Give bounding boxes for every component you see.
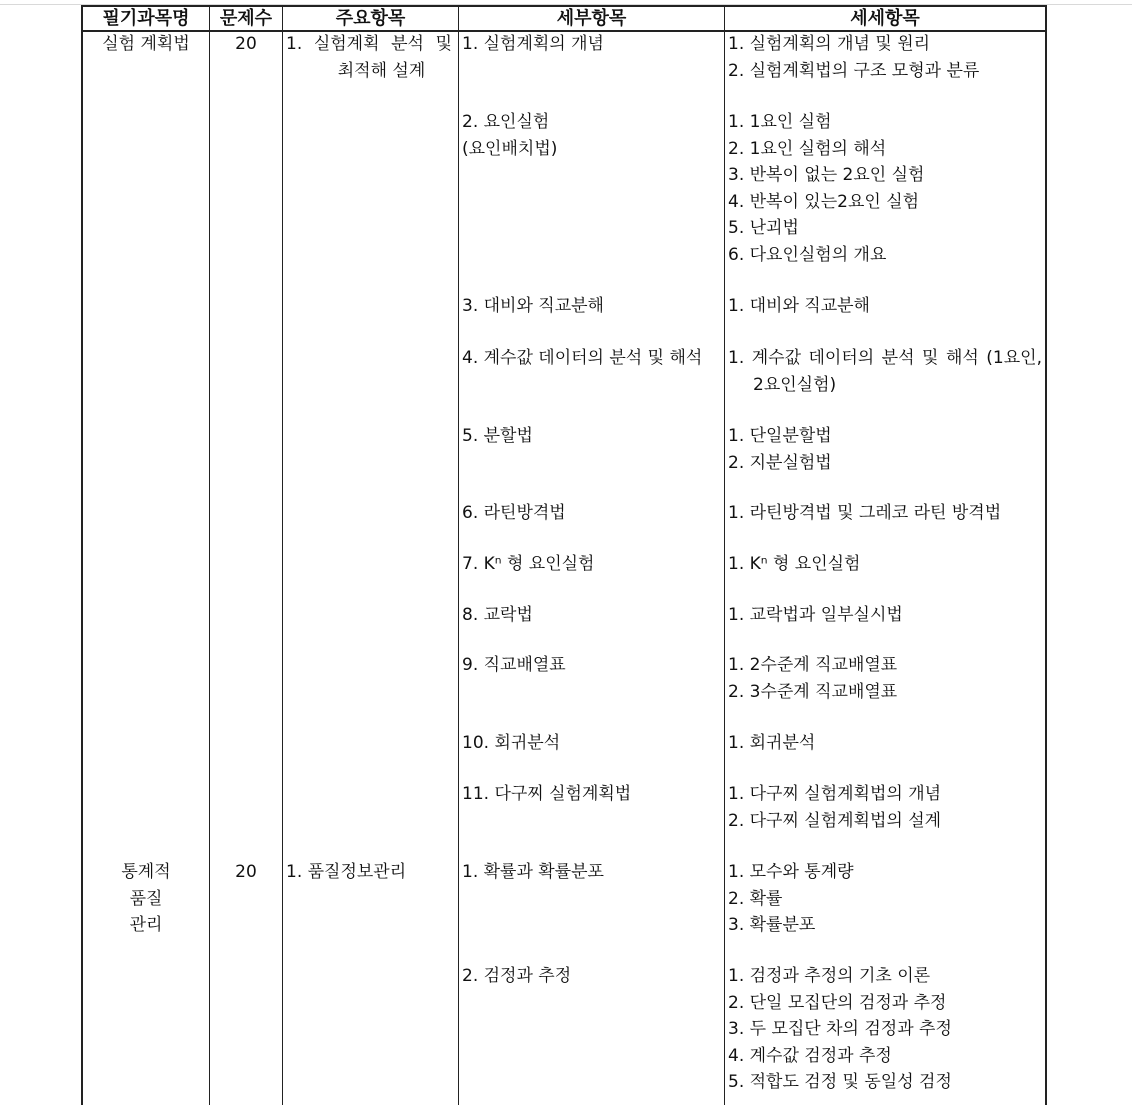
header-subject-name: 필기과목명 — [83, 7, 210, 30]
detail-item: 1. 라틴방격법 및 그레코 라틴 방격법 — [728, 503, 1002, 523]
sub-item: 7. Kⁿ 형 요인실험 — [462, 554, 595, 574]
header-sub-item: 세부항목 — [459, 7, 725, 30]
detail-list — [728, 500, 1046, 527]
detail-item: 5. 난괴법 — [728, 218, 799, 238]
question-count: 20 — [235, 862, 257, 882]
detail-item: 2. 1요인 실험의 해석 — [728, 138, 887, 159]
detail-item: 2. 확률 — [728, 888, 783, 909]
sub-item: 2. 검정과 추정 — [462, 966, 572, 986]
sub-item: 11. 다구찌 실험계획법 — [462, 784, 632, 804]
detail-item: 1. 계수값 데이터의 분석 및 해석 (1요인, 2요인실험) — [728, 348, 1042, 395]
detail-item: 1. 2수준계 직교배열표 — [728, 655, 898, 675]
detail-item: 1. 1요인 실험 — [728, 112, 832, 132]
subject-name: 실험 계획법 — [102, 34, 190, 54]
detail-item: 1. 교락법과 일부실시법 — [728, 605, 903, 625]
detail-item: 1. 다구찌 실험계획법의 개념 — [728, 784, 942, 804]
detail-list — [728, 293, 1046, 320]
detail-item: 1. 단일분할법 — [728, 426, 832, 446]
detail-item: 1. 실험계획의 개념 및 원리 — [728, 34, 931, 54]
detail-list — [728, 963, 1046, 1096]
sub-item: 10. 회귀분석 — [462, 733, 561, 753]
detail-item: 1. 모수와 통계량 — [728, 862, 854, 882]
sub-item: 8. 교락법 — [462, 605, 533, 625]
detail-list — [728, 109, 1046, 268]
detail-item: 2. 지분실험법 — [728, 452, 832, 473]
column-divider — [458, 32, 459, 1105]
detail-list — [728, 859, 1046, 939]
detail-item: 1. 검정과 추정의 기초 이론 — [728, 966, 931, 986]
column-divider — [282, 32, 283, 1105]
detail-item: 2. 실험계획법의 구조 모형과 분류 — [728, 60, 980, 81]
detail-list — [728, 602, 1046, 629]
detail-item: 4. 반복이 있는2요인 실험 — [728, 191, 920, 212]
sub-item: 5. 분할법 — [462, 426, 533, 446]
detail-item: 6. 다요인실험의 개요 — [728, 244, 887, 265]
detail-item: 5. 적합도 검정 및 동일성 검정 — [728, 1072, 952, 1092]
detail-item: 2. 다구찌 실험계획법의 설계 — [728, 810, 942, 831]
detail-item: 1. 대비와 직교분해 — [728, 296, 870, 316]
detail-list — [728, 781, 1046, 834]
sub-item-label: 2. 요인실험 — [462, 112, 550, 132]
detail-list — [728, 551, 1046, 578]
detail-list — [728, 423, 1046, 476]
detail-list — [728, 730, 1046, 757]
main-item: 1. 품질정보관리 — [286, 862, 407, 882]
header-main-item: 주요항목 — [283, 7, 459, 30]
sub-item: 6. 라틴방격법 — [462, 503, 566, 523]
sub-item: 3. 대비와 직교분해 — [462, 296, 604, 316]
exam-syllabus-table — [81, 5, 1047, 1105]
subject-name: 통계적 품질 관리 — [121, 862, 171, 935]
sub-item — [462, 109, 720, 162]
detail-list — [728, 31, 1046, 84]
detail-item: 1. Kⁿ 형 요인실험 — [728, 554, 861, 574]
sub-item: 9. 직교배열표 — [462, 655, 566, 675]
detail-item: 1. 회귀분석 — [728, 733, 816, 753]
header-detail-item: 세세항목 — [850, 8, 920, 29]
question-count: 20 — [235, 34, 257, 54]
detail-list — [728, 652, 1046, 705]
detail-item: 3. 확률분포 — [728, 915, 816, 935]
table-header-row — [83, 5, 1045, 32]
detail-item: 3. 반복이 없는 2요인 실험 — [728, 165, 925, 185]
column-divider — [209, 32, 210, 1105]
sub-item: 4. 계수값 데이터의 분석 및 해석 — [462, 348, 703, 368]
main-item: 1. 실험계획 분석 및 최적해 설계 — [286, 34, 452, 81]
sub-item: 1. 확률과 확률분포 — [462, 862, 604, 882]
sub-item: 1. 실험계획의 개념 — [462, 34, 604, 54]
header-question-count: 문제수 — [210, 7, 283, 30]
detail-item: 2. 3수준계 직교배열표 — [728, 681, 898, 702]
detail-item: 2. 단일 모집단의 검정과 추정 — [728, 992, 947, 1013]
sub-item-note: (요인배치법) — [462, 138, 558, 159]
detail-item: 4. 계수값 검정과 추정 — [728, 1045, 892, 1066]
detail-item: 3. 두 모집단 차의 검정과 추정 — [728, 1019, 952, 1039]
column-divider — [724, 32, 725, 1105]
